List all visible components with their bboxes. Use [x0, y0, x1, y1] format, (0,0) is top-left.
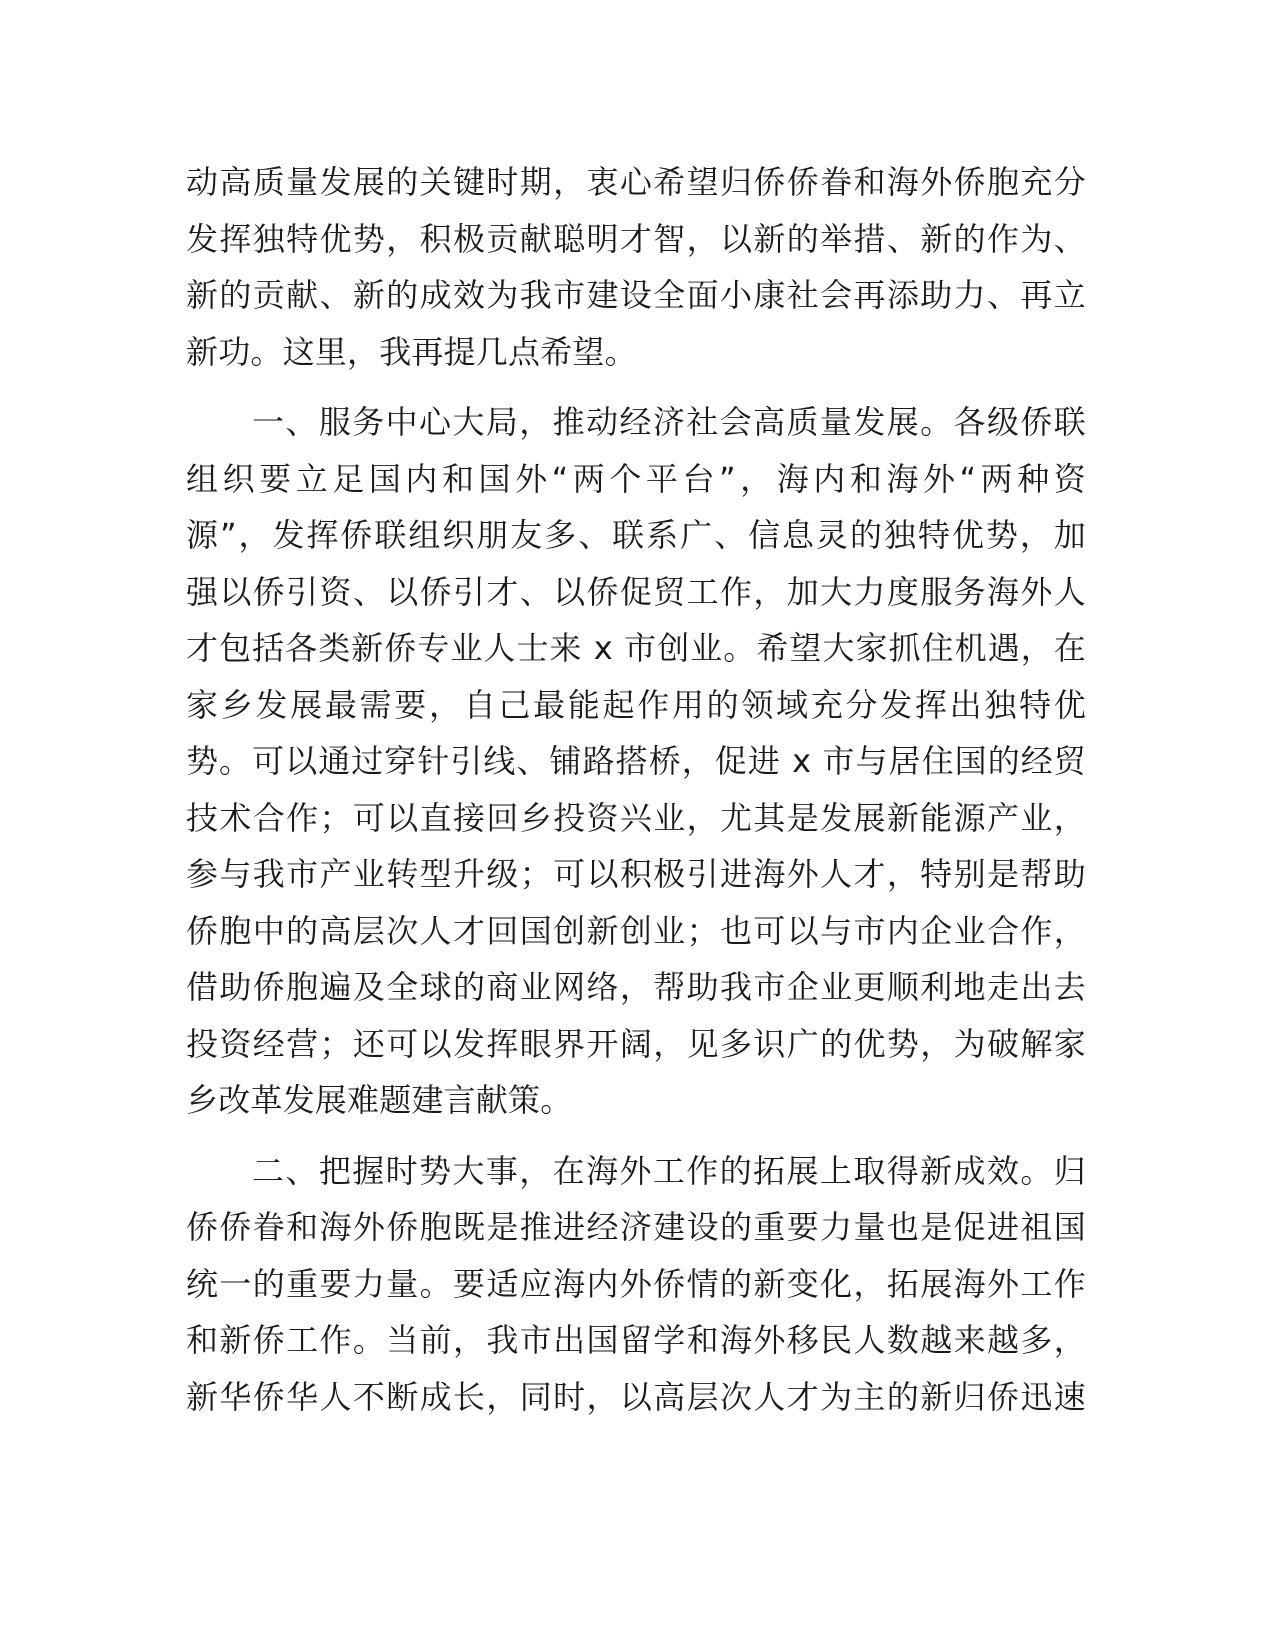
paragraph-spacer	[186, 1129, 1086, 1143]
text-line: 二、把握时势大事，在海外工作的拓展上取得新成效。归	[252, 1151, 1086, 1190]
document-body	[186, 154, 1086, 1425]
text-line: 强以侨引资、以侨引才、以侨促贸工作，加大力度服务海外人	[186, 572, 1086, 611]
text-line: 技术合作；可以直接回乡投资兴业，尤其是发展新能源产业，	[186, 798, 1086, 837]
text-line: 投资经营；还可以发挥眼界开阔，见多识广的优势，为破解家	[186, 1024, 1086, 1063]
text-line: 一、服务中心大局，推动经济社会高质量发展。各级侨联	[252, 403, 1086, 441]
text-line: 组织要立足国内和国外“两个平台”，海内和海外“两种资	[186, 459, 1086, 498]
text-line: 新华侨华人不断成长，同时，以高层次人才为主的新归侨迅速	[186, 1377, 1086, 1416]
paragraph-spacer	[186, 380, 1086, 394]
text-line: 才包括各类新侨专业人士来 x 市创业。希望大家抓住机遇，在	[186, 629, 1086, 667]
paragraph-3	[186, 1143, 1086, 1426]
text-line: 侨侨眷和海外侨胞既是推进经济建设的重要力量也是促进祖国	[186, 1208, 1086, 1246]
text-line: 借助侨胞遍及全球的商业网络，帮助我市企业更顺利地走出去	[186, 968, 1086, 1006]
text-line: 乡改革发展难题建言献策。	[186, 1081, 573, 1119]
text-line: 侨胞中的高层次人才回国创新创业；也可以与市内企业合作，	[186, 911, 1086, 950]
text-line: 势。可以通过穿针引线、铺路搭桥，促进 x 市与居住国的经贸	[186, 742, 1086, 780]
text-line: 家乡发展最需要，自己最能起作用的领域充分发挥出独特优	[186, 685, 1086, 724]
text-line: 和新侨工作。当前，我市出国留学和海外移民人数越来越多，	[186, 1321, 1086, 1359]
text-line: 动高质量发展的关键时期，衷心希望归侨侨眷和海外侨胞充分	[186, 163, 1086, 201]
text-line: 源”，发挥侨联组织朋友多、联系广、信息灵的独特优势，加	[186, 516, 1086, 554]
text-line: 发挥独特优势，积极贡献聪明才智，以新的举措、新的作为、	[186, 219, 1086, 258]
text-line: 新功。这里，我再提几点希望。	[186, 332, 637, 371]
text-line: 参与我市产业转型升级；可以积极引进海外人才，特别是帮助	[186, 855, 1086, 893]
text-line: 统一的重要力量。要适应海内外侨情的新变化，拓展海外工作	[186, 1264, 1086, 1303]
paragraph-1	[186, 154, 1086, 380]
paragraph-2	[186, 394, 1086, 1129]
text-line: 新的贡献、新的成效为我市建设全面小康社会再添助力、再立	[186, 276, 1086, 314]
